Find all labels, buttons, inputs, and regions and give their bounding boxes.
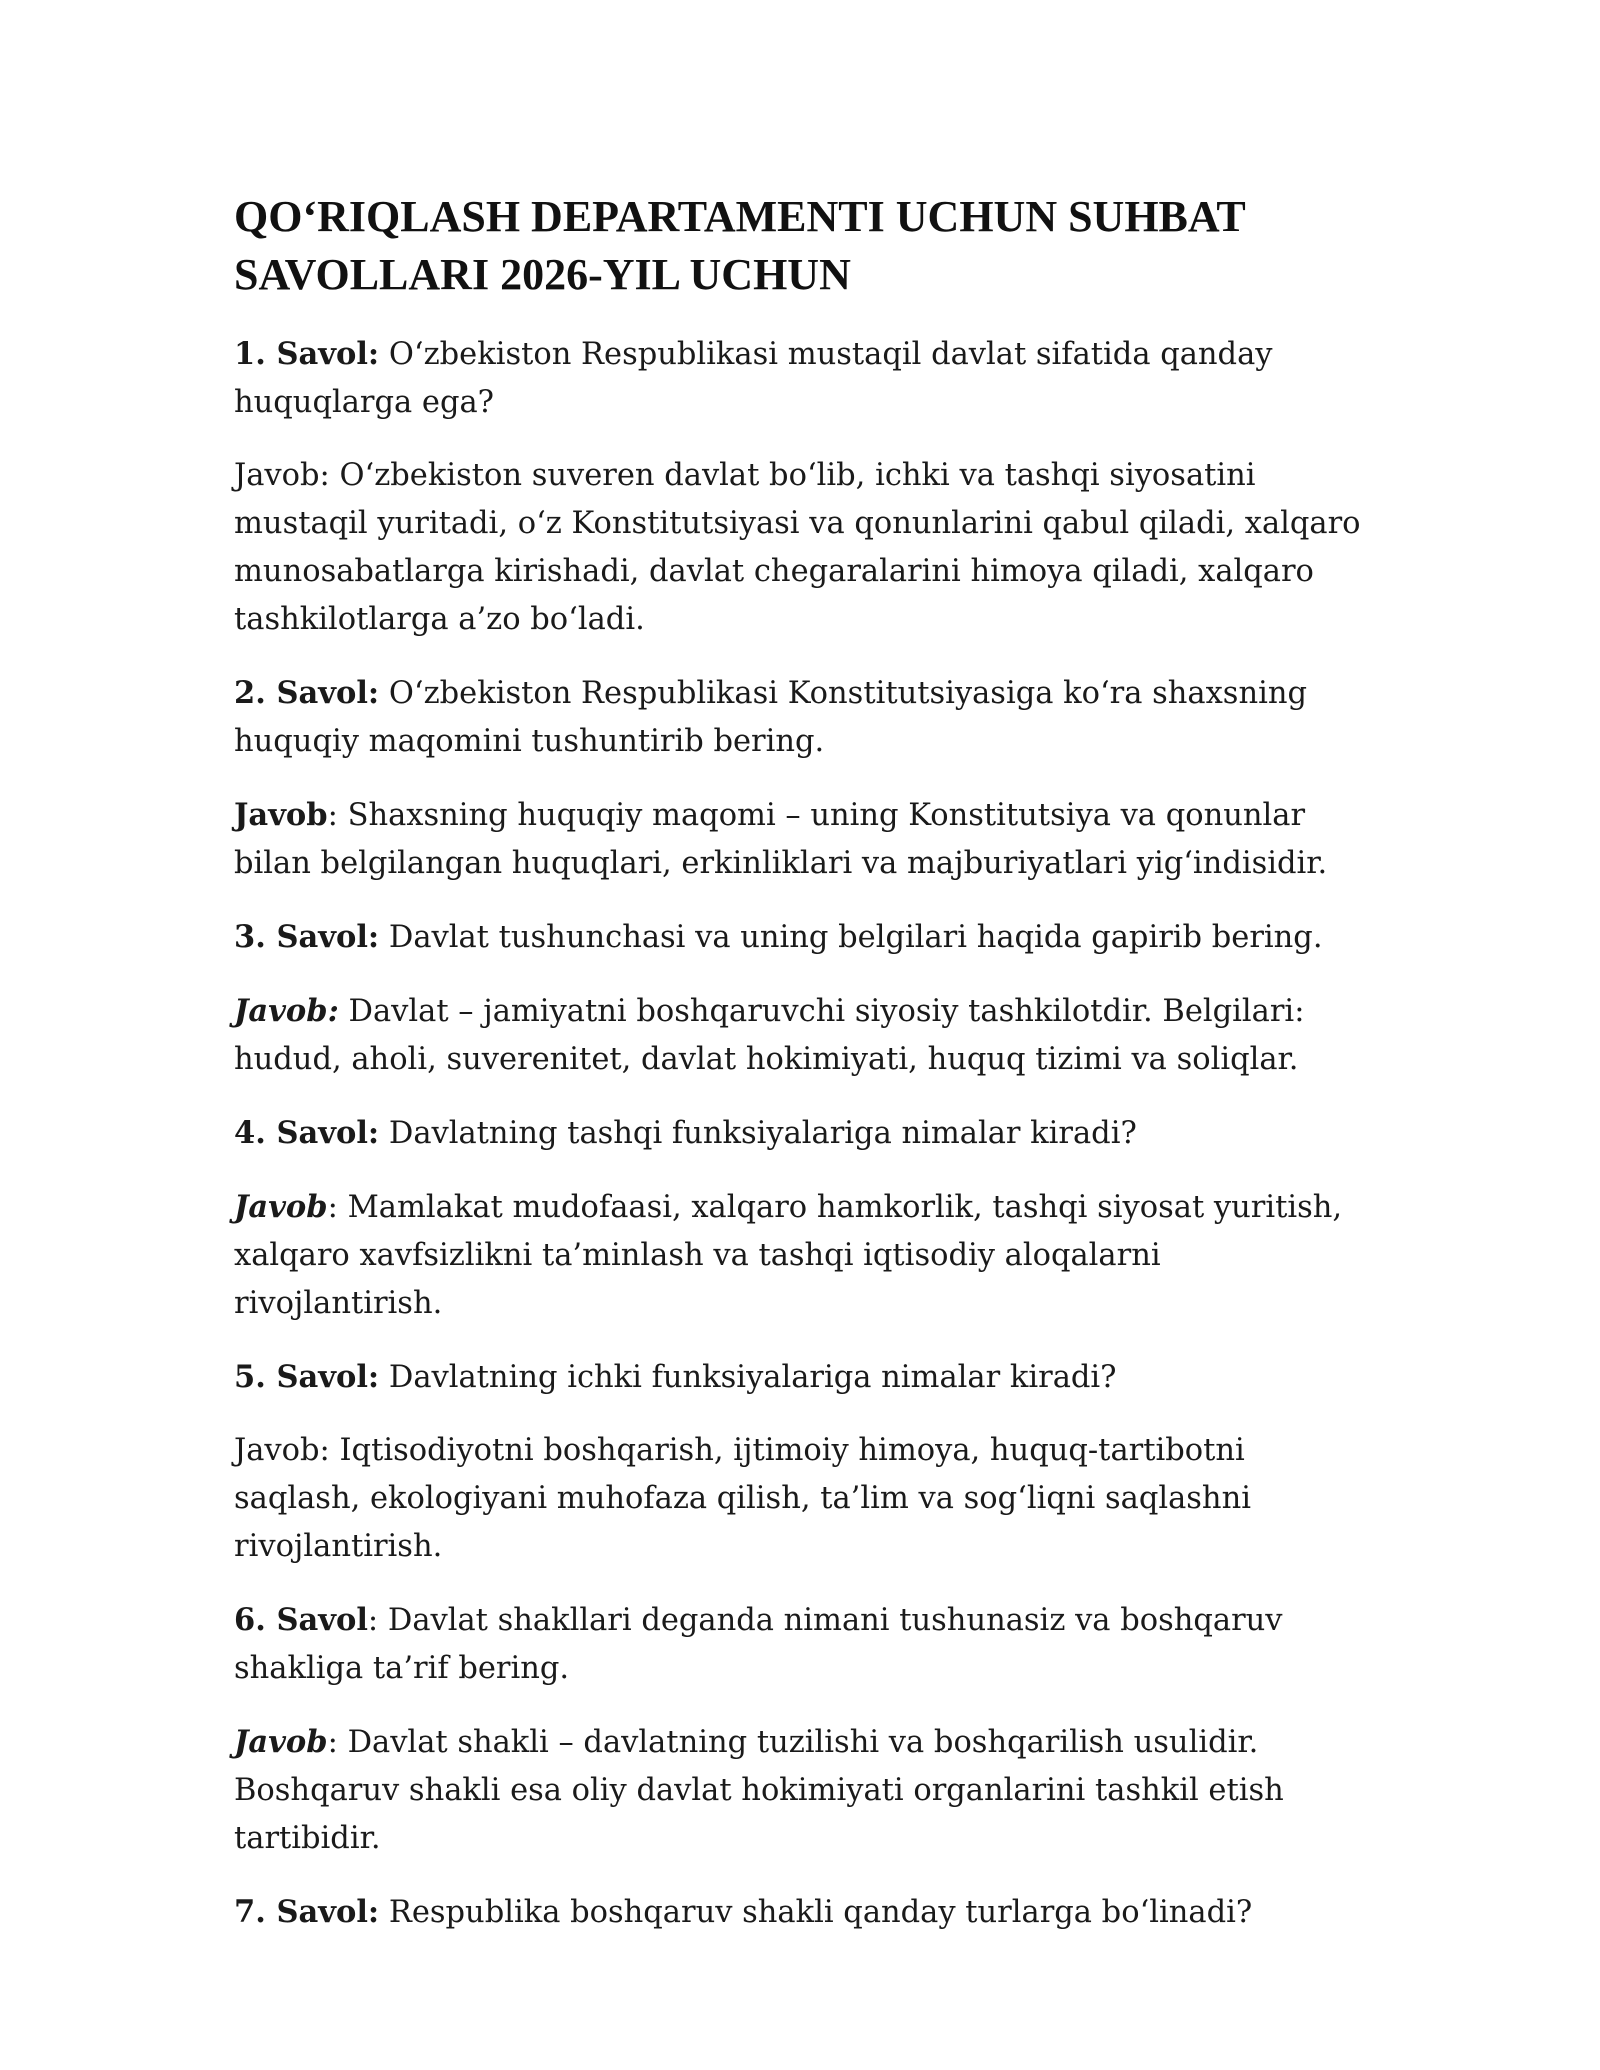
question-7-label: 7. Savol: [234, 1894, 380, 1930]
answer-2 [234, 791, 1374, 888]
answer-4-label: Javob [234, 1189, 328, 1225]
question-1-label: 1. Savol: [234, 336, 380, 372]
answer-4-text: : Mamlakat mudofaasi, xalqaro hamkorlik, tashqi siyosat yuritish, xalqaro xavfsizlikni ta’minlash va tashqi iqtisodiy aloqalarni rivojlantirish. [234, 1190, 1343, 1321]
answer-1-text: Javob: O‘zbekiston suveren davlat bo‘lib, ichki va tashqi siyosatini mustaqil yuritadi, o‘z Konstitutsiyasi va qonunlarini qabul qiladi, xalqaro munosabatlarga kirishadi, davlat chegaralarini himoya qiladi, xalqaro tashkilotlarga a’zo bo‘ladi. [234, 458, 1361, 637]
question-3-text: Davlat tushunchasi va uning belgilari haqida gapirib bering. [379, 920, 1323, 955]
answer-6-text: : Davlat shakli – davlatning tuzilishi va boshqarilish usulidir. Boshqaruv shakli esa oliy davlat hokimiyati organlarini tashkil etish tartibidir. [234, 1725, 1284, 1856]
question-6 [234, 1596, 1374, 1693]
answer-2-text: : Shaxsning huquqiy maqomi – uning Konstitutsiya va qonunlar bilan belgilangan huquqlari, erkinliklari va majburiyatlari yig‘indisidir. [234, 798, 1328, 881]
question-1-text: O‘zbekiston Respublikasi mustaqil davlat sifatida qanday huquqlarga ega? [234, 337, 1273, 420]
question-5-label: 5. Savol: [234, 1359, 380, 1395]
question-3-label: 3. Savol: [234, 919, 380, 955]
document-page [234, 188, 1374, 1962]
question-4-text: Davlatning tashqi funksiyalariga nimalar kiradi? [379, 1116, 1137, 1151]
question-2 [234, 669, 1374, 766]
question-5-text: Davlatning ichki funksiyalariga nimalar kiradi? [379, 1360, 1117, 1395]
question-7 [234, 1888, 1374, 1937]
question-1 [234, 330, 1374, 427]
document-title: QO‘RIQLASH DEPARTAMENTI UCHUN SUHBAT SAVOLLARI 2026-YIL UCHUN [234, 192, 1245, 299]
answer-3-text: Davlat – jamiyatni boshqaruvchi siyosiy tashkilotdir. Belgilari: hudud, aholi, suverenitet, davlat hokimiyati, huquq tizimi va soliqlar. [234, 994, 1305, 1077]
answer-6-label: Javob [234, 1724, 328, 1760]
answer-3-label: Javob: [234, 993, 339, 1029]
answer-5 [234, 1427, 1374, 1571]
question-2-label: 2. Savol: [234, 675, 380, 711]
question-6-text: : Davlat shakllari deganda nimani tushunasiz va boshqaruv shakliga ta’rif bering. [234, 1603, 1283, 1686]
answer-3 [234, 987, 1374, 1084]
answer-4 [234, 1183, 1374, 1328]
question-2-text: O‘zbekiston Respublikasi Konstitutsiyasiga ko‘ra shaxsning huquqiy maqomini tushuntirib bering. [234, 676, 1308, 759]
question-3 [234, 913, 1374, 962]
question-7-text: Respublika boshqaruv shakli qanday turlarga bo‘linadi? [379, 1895, 1253, 1930]
question-4 [234, 1109, 1374, 1158]
answer-6 [234, 1718, 1374, 1863]
question-4-label: 4. Savol: [234, 1115, 380, 1151]
question-6-label: 6. Savol [234, 1602, 368, 1638]
answer-5-text: Javob: Iqtisodiyotni boshqarish, ijtimoiy himoya, huquq-tartibotni saqlash, ekologiyani muhofaza qilish, ta’lim va sog‘liqni saqlashni rivojlantirish. [234, 1433, 1251, 1564]
answer-2-label: Javob [234, 797, 328, 833]
answer-1 [234, 452, 1374, 644]
question-5 [234, 1353, 1374, 1402]
